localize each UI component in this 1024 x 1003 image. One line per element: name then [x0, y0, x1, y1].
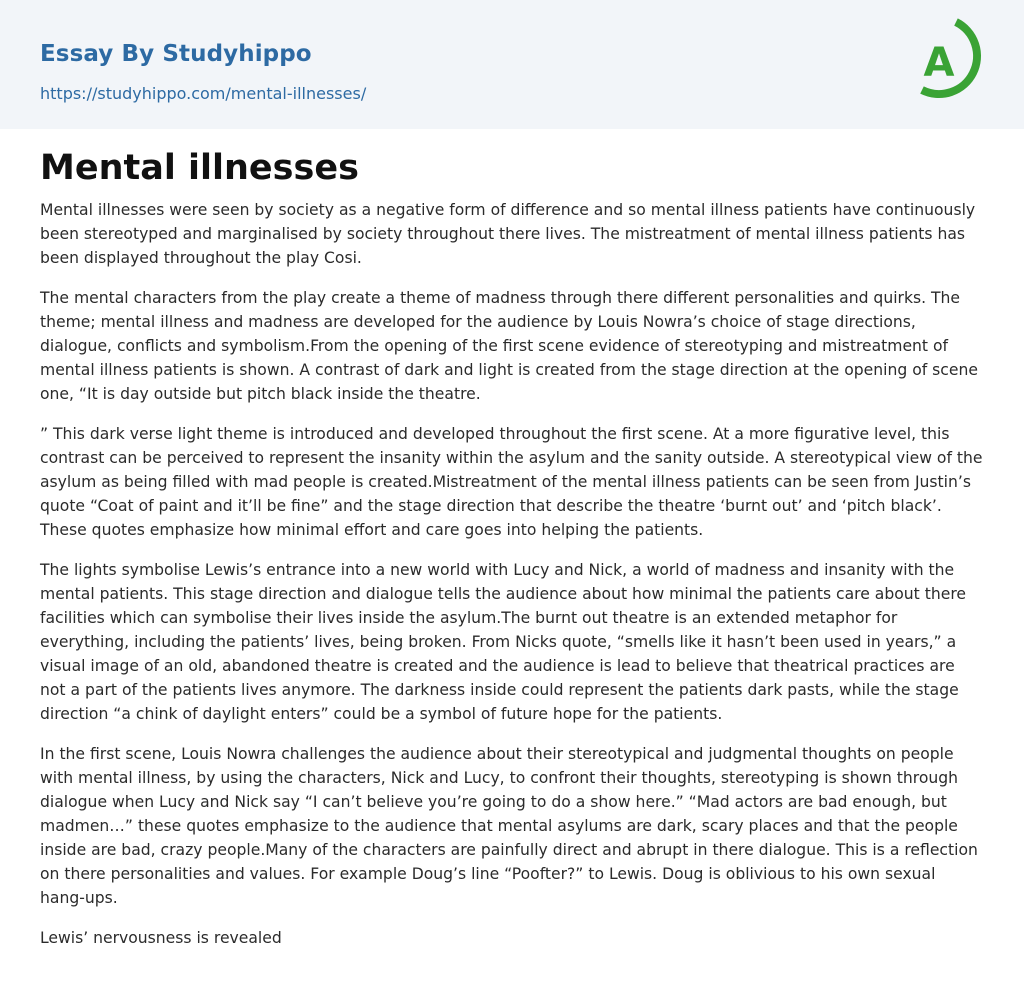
- article: [40, 144, 984, 966]
- paragraph-4: The lights symbolise Lewis’s entrance into a new world with Lucy and Nick, a world of madness and insanity with the mental patients. This stage direction and dialogue tells the audience about how minimal the patients care about there facilities which can symbolise their lives inside the asylum.The burnt out theatre is an extended metaphor for everything, including the patients’ lives, being broken. From Nicks quote, “smells like it hasn’t been used in years,” a visual image of an old, abandoned theatre is created and the audience is lead to believe that theatrical practices are not a part of the patients lives anymore. The darkness inside could represent the patients dark pasts, while the stage direction “a chink of daylight enters” could be a symbol of future hope for the patients.: [40, 561, 967, 723]
- site-header: [0, 0, 1024, 129]
- logo-letter: A: [923, 40, 955, 86]
- page-url-link[interactable]: https://studyhippo.com/mental-illnesses/: [40, 84, 367, 103]
- paragraph-5: In the first scene, Louis Nowra challenges the audience about their stereotypical and judgmental thoughts on people with mental illness, by using the characters, Nick and Lucy, to confront their thoughts, stereotyping is shown through dialogue when Lucy and Nick say “I can’t believe you’re going to do a show here.” “Mad actors are bad enough, but madmen…” these quotes emphasize to the audience that mental asylums are dark, scary places and that the people inside are bad, crazy people.Many of the characters are painfully direct and abrupt in there dialogue. This is a reflection on there personalities and values. For example Doug’s line “Poofter?” to Lewis. Doug is oblivious to his own sexual hang-ups.: [40, 745, 978, 907]
- page-title: Mental illnesses: [40, 148, 359, 188]
- paragraph-6: Lewis’ nervousness is revealed: [40, 929, 282, 947]
- paragraph-2: The mental characters from the play create a theme of madness through there different personalities and quirks. The theme; mental illness and madness are developed for the audience by Louis Nowra’s choice of stage directions, dialogue, conflicts and symbolism.From the opening of the first scene evidence of stereotyping and mistreatment of mental illness patients is shown. A contrast of dark and light is created from the stage direction at the opening of scene one, “It is day outside but pitch black inside the theatre.: [40, 289, 978, 403]
- paragraph-1: Mental illnesses were seen by society as a negative form of difference and so mental illness patients have continuously been stereotyped and marginalised by society throughout there lives. The mistreatment of mental illness patients has been displayed throughout the play Cosi.: [40, 201, 976, 267]
- brand-title[interactable]: Essay By Studyhippo: [40, 41, 312, 67]
- paragraph-3: ” This dark verse light theme is introduced and developed throughout the first scene. At a more figurative level, this contrast can be perceived to represent the insanity within the asylum and the sanity outside. A stereotypical view of the asylum as being filled with mad people is created.Mistreatment of the mental illness patients can be seen from Justin’s quote “Coat of paint and it’ll be fine” and the stage direction that describe the theatre ‘burnt out’ and ‘pitch black’. These quotes emphasize how minimal effort and care goes into helping the patients.: [40, 425, 983, 539]
- studyhippo-logo-icon[interactable]: [912, 18, 988, 106]
